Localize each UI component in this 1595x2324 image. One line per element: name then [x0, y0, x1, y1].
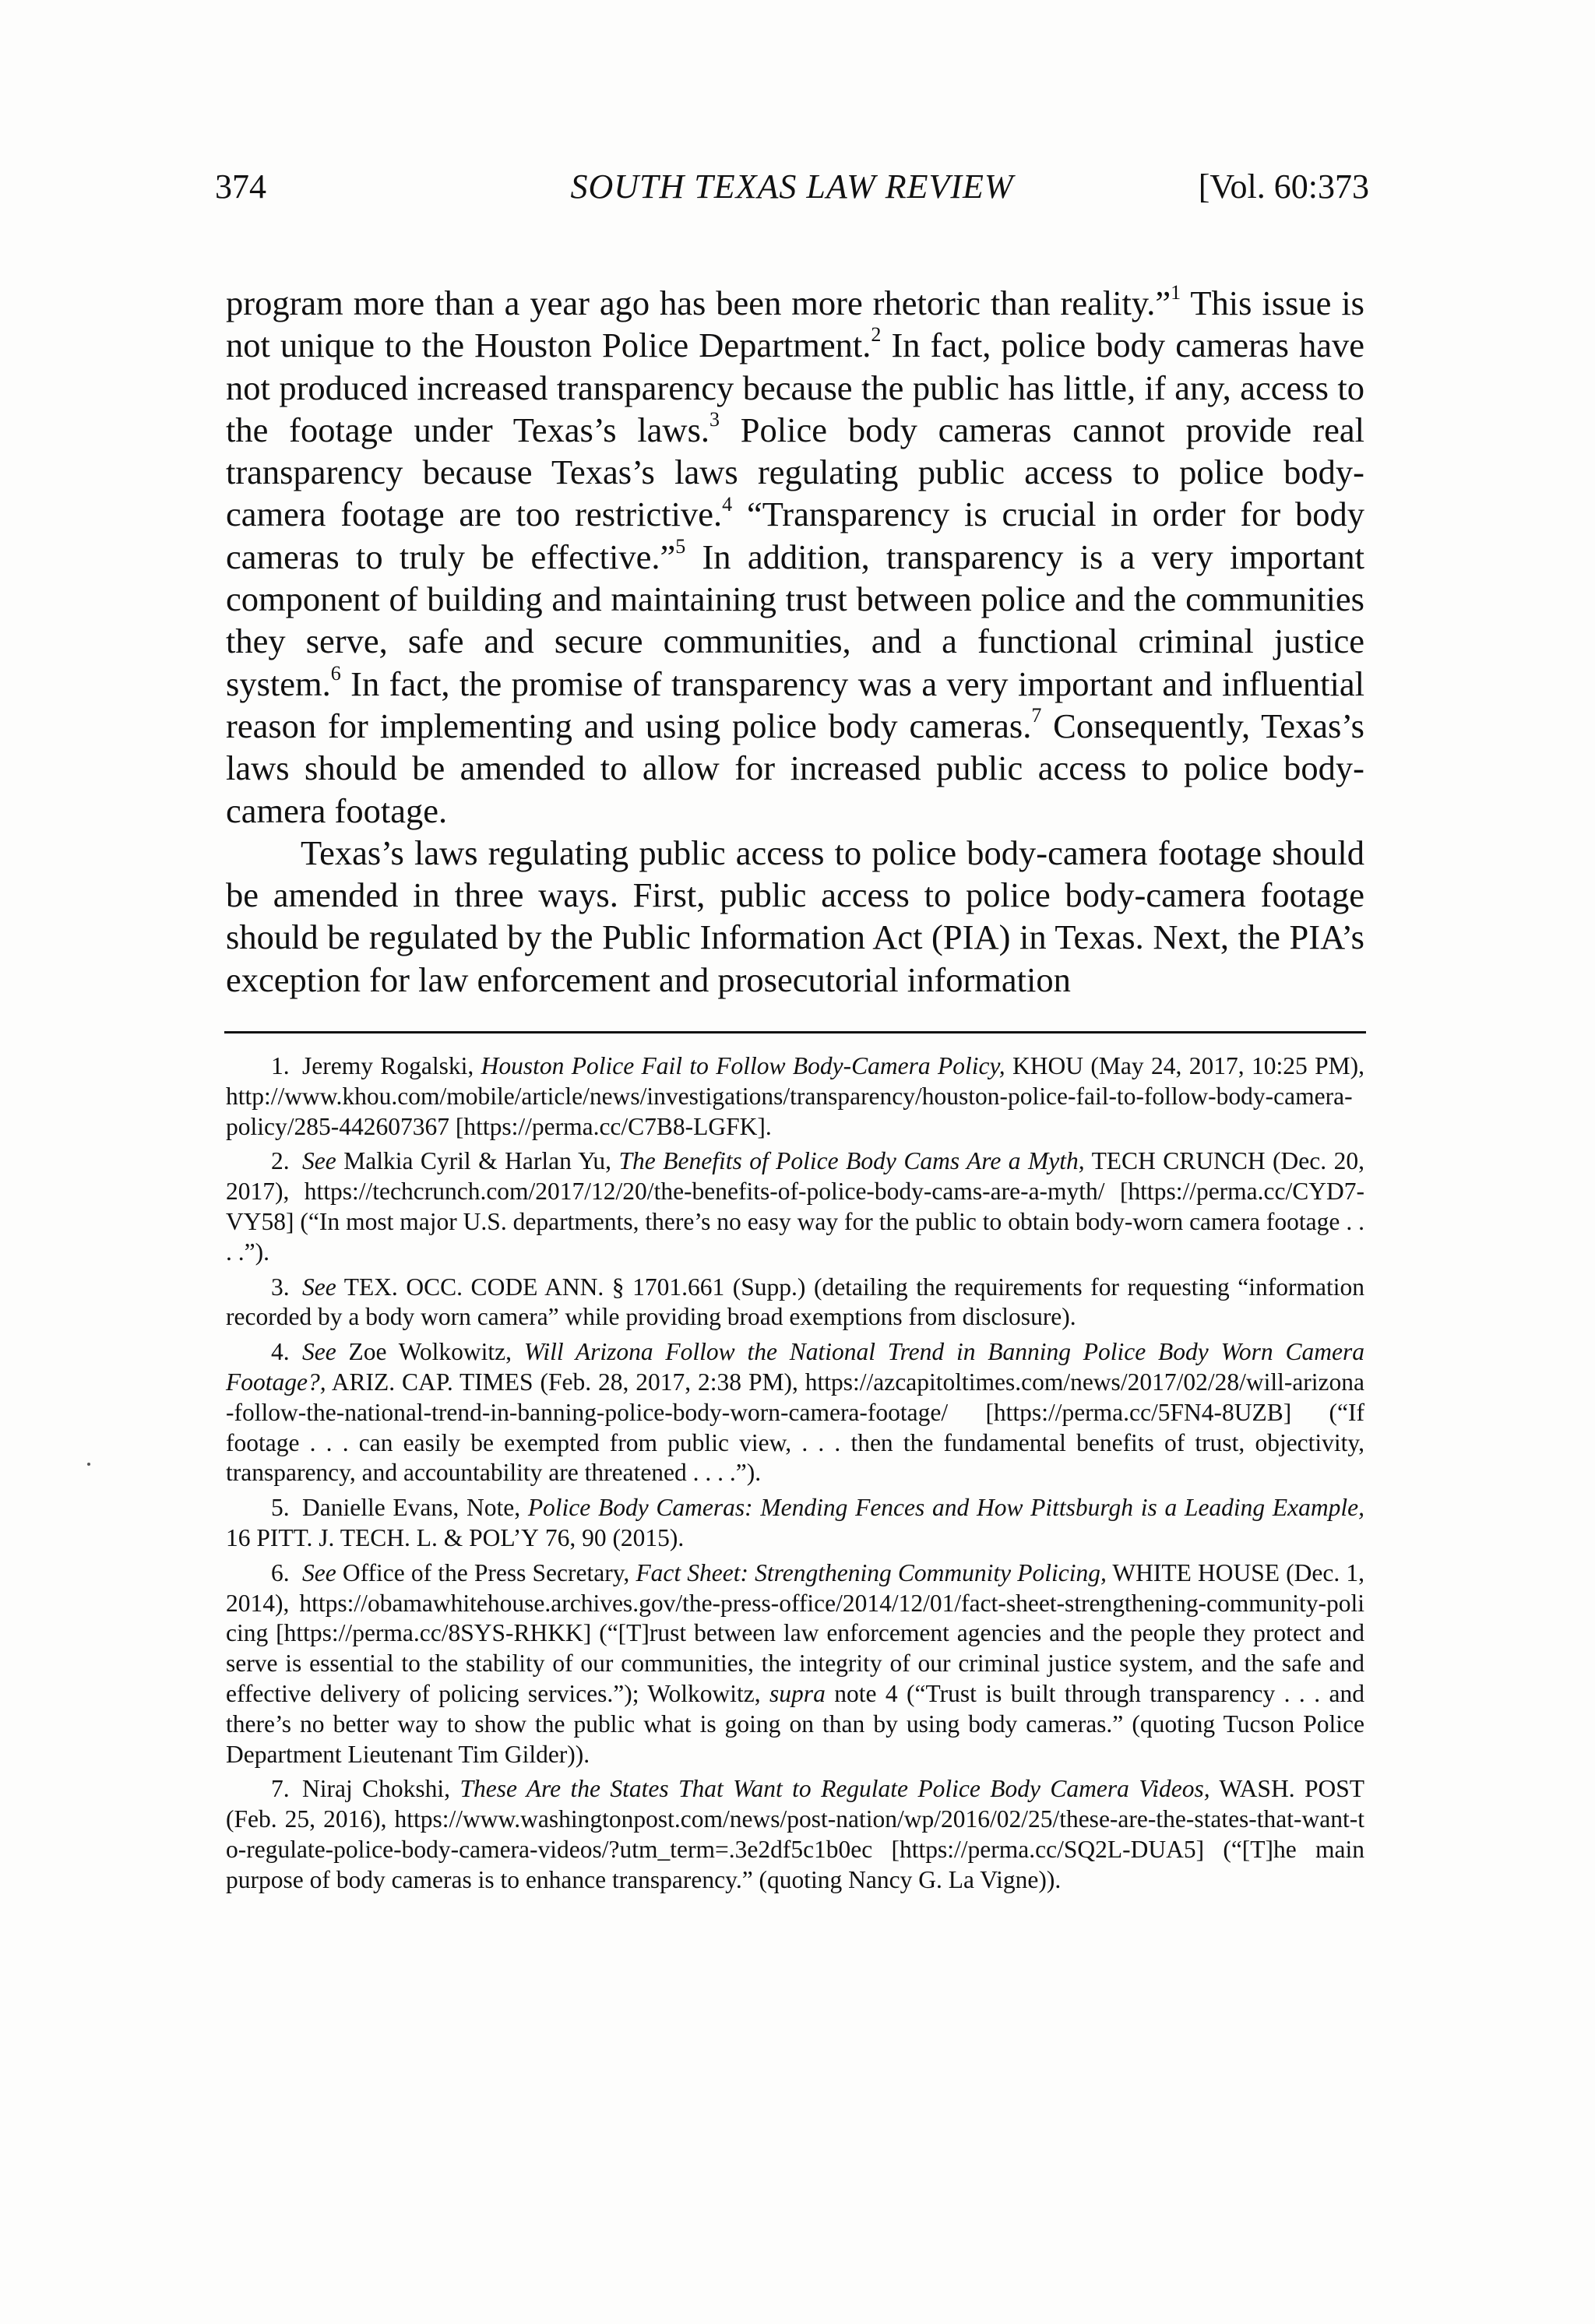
footnote-3	[226, 1273, 1364, 1333]
footnote-marker: 7	[1031, 704, 1042, 727]
footnote-text: Malkia Cyril & Harlan Yu,	[336, 1147, 619, 1175]
footnote-url: https://www.washingtonpost.com/news/post-nation/wp/2016/02/25/these-are-the-states-that-want-to-regulate-police-body-camera-videos/?utm_term=.3e2df5c1b0ec	[226, 1805, 1364, 1863]
footnote-number: 3.	[271, 1273, 290, 1301]
footnote-italic-text: See	[302, 1558, 336, 1586]
body-text-run: In addition, transparency is a very important component of building and maintaining trust between police and the communities they serve, safe and secure communities, and a functional criminal justice system.	[226, 537, 1364, 703]
volume-citation: [Vol. 60:373	[1198, 167, 1369, 206]
footnote-smallcaps-text: ARIZ. CAP. TIMES	[326, 1368, 533, 1396]
footnote-number: 1.	[271, 1052, 290, 1079]
footnote-smallcaps-text: WASH. POST	[1209, 1775, 1365, 1803]
footnote-marker: 5	[675, 534, 686, 558]
footnote-marker: 6	[330, 661, 341, 685]
footnote-smallcaps-text: TECH CRUNCH	[1084, 1147, 1266, 1175]
body-text-run: Police body cameras cannot provide real transparency because Texas’s laws regulating public access to police body-camera footage are too restrictive.	[226, 410, 1364, 534]
footnote-text: [https://perma.cc/5FN4-8UZB] (“If footage . . . can easily be exempted from public view, . . . then the fundamental benefits of trust, objectivity, transparency, and accountability are threatened . . . .”).	[226, 1398, 1364, 1487]
footnote-text: (Dec. 1, 2014),	[226, 1558, 1364, 1617]
main-body-text	[226, 282, 1364, 1001]
footnote-url: https://obamawhitehouse.archives.gov/the-press-office/2014/12/01/fact-sheet-strengthening-community-policing	[226, 1589, 1364, 1647]
footnote-italic-text: supra	[769, 1679, 826, 1707]
footnote-text: [https://perma.cc/8SYS-RHKK] (“[T]rust between law enforcement agencies and the people they protect and serve is essential to the stability of our communities, the integrity of our criminal justice system, and the safe and effective delivery of policing services.”); Wolkowitz,	[226, 1619, 1364, 1707]
footnote-4	[226, 1337, 1364, 1488]
footnote-text: 76, 90 (2015).	[538, 1523, 685, 1551]
footnote-text: note 4 (“Trust is built through transparency . . . and there’s no better way to show the public what is going on than by using body cameras.” (quoting Tucson Police Department Lieutenant Tim Gilder)).	[226, 1679, 1364, 1768]
footnote-text: (Feb. 25, 2016),	[226, 1805, 395, 1833]
footnote-text: KHOU (May 24, 2017, 10:25 PM),	[1005, 1052, 1364, 1079]
body-text-run: program more than a year ago has been more rhetoric than reality.”	[226, 283, 1171, 322]
body-paragraph-1	[226, 282, 1364, 832]
footnote-1	[226, 1051, 1364, 1142]
footnote-text: Niraj Chokshi,	[302, 1775, 460, 1803]
footnote-2	[226, 1146, 1364, 1267]
footnote-italic-text: See	[302, 1338, 336, 1366]
body-text-run: In fact, police body cameras have not produced increased transparency because the public has little, if any, access to the footage under Texas’s laws.	[226, 326, 1364, 449]
footnote-marker: 3	[709, 408, 720, 431]
footnote-url: https://azcapitoltimes.com/news/2017/02/28/will-arizona-follow-the-national-trend-in-banning-police-body-worn-camera-footage/	[226, 1368, 1365, 1426]
body-text-run: “Transparency is crucial in order for body cameras to truly be effective.”	[226, 495, 1364, 576]
journal-title: SOUTH TEXAS LAW REVIEW	[570, 167, 1014, 206]
footnote-number: 2.	[271, 1147, 290, 1175]
footnote-text: 16	[226, 1523, 257, 1551]
footnote-text: [https://perma.cc/CYD7-VY58] (“In most major U.S. departments, there’s no easy way for the public to obtain body-worn camera footage . . . .”).	[226, 1178, 1364, 1266]
body-text-run: Consequently, Texas’s laws should be amended to allow for increased public access to police body-camera footage.	[226, 706, 1364, 830]
footnote-number: 7.	[271, 1775, 290, 1803]
footnote-text: Office of the Press Secretary,	[336, 1558, 636, 1586]
footnote-text: (Feb. 28, 2017, 2:38 PM),	[533, 1368, 805, 1396]
footnote-text: Danielle Evans, Note,	[302, 1494, 528, 1522]
page-number: 374	[215, 167, 266, 206]
footnote-italic-text: Will Arizona Follow the National Trend in Banning Police Body Worn Camera Footage?,	[226, 1338, 1364, 1396]
body-text-run: In fact, the promise of transparency was a very important and influential reason for implementing and using police body cameras.	[226, 664, 1364, 745]
body-paragraph-2: Texas’s laws regulating public access to police body-camera footage should be amended in three ways. First, public access to police body-camera footage should be regulated by the Public Information Act (PIA) in Texas. Next, the PIA’s exception for law enforcement and prosecutorial information	[226, 833, 1364, 999]
footnote-divider	[224, 1031, 1366, 1033]
footnotes-section	[226, 1051, 1364, 1900]
footnote-smallcaps-text: WHITE HOUSE	[1106, 1558, 1280, 1586]
body-text-run: This issue is not unique to the Houston Police Department.	[226, 283, 1364, 365]
footnote-text: [https://perma.cc/C7B8-LGFK].	[449, 1112, 772, 1140]
footnote-text: § 1701.661 (Supp.) (detailing the requirements for requesting “information recorded by a body worn camera” while providing broad exemptions from disclosure).	[226, 1273, 1364, 1331]
footnote-text: Jeremy Rogalski,	[302, 1052, 481, 1079]
footnote-italic-text: See	[302, 1147, 336, 1175]
footnote-7	[226, 1774, 1364, 1895]
footnote-italic-text: Police Body Cameras: Mending Fences and How Pittsburgh is a Leading Example,	[527, 1494, 1364, 1522]
scan-speck	[87, 1463, 90, 1466]
footnote-number: 5.	[271, 1494, 290, 1522]
footnote-text: [https://perma.cc/SQ2L-DUA5] (“[T]he main purpose of body cameras is to enhance transparency.” (quoting Nancy G. La Vigne)).	[226, 1835, 1364, 1893]
footnote-marker: 1	[1171, 281, 1181, 305]
footnote-marker: 2	[871, 323, 882, 347]
footnote-number: 6.	[271, 1558, 290, 1586]
footnote-marker: 4	[722, 492, 733, 516]
footnote-italic-text: See	[302, 1273, 336, 1301]
footnote-text: Zoe Wolkowitz,	[336, 1338, 524, 1366]
footnote-number: 4.	[271, 1338, 290, 1366]
footnote-italic-text: These Are the States That Want to Regulate Police Body Camera Videos,	[459, 1775, 1210, 1803]
footnote-italic-text: Houston Police Fail to Follow Body-Camera Policy,	[481, 1052, 1005, 1079]
footnote-url: http://www.khou.com/mobile/article/news/investigations/transparency/houston-police-fail-to-follow-body-camera-policy/285-442607367	[226, 1082, 1353, 1140]
footnote-italic-text: The Benefits of Police Body Cams Are a Myth,	[618, 1147, 1085, 1175]
footnote-6	[226, 1558, 1364, 1770]
footnote-smallcaps-text: PITT. J. TECH. L. & POL’Y	[256, 1523, 539, 1551]
footnote-smallcaps-text: TEX. OCC. CODE ANN.	[336, 1273, 604, 1301]
footnote-text: (Dec. 20, 2017),	[226, 1147, 1364, 1206]
footnote-italic-text: Fact Sheet: Strengthening Community Policing,	[636, 1558, 1107, 1586]
running-header	[215, 164, 1369, 210]
footnote-url: https://techcrunch.com/2017/12/20/the-benefits-of-police-body-cams-are-a-myth/	[304, 1178, 1105, 1206]
footnote-5	[226, 1493, 1364, 1554]
